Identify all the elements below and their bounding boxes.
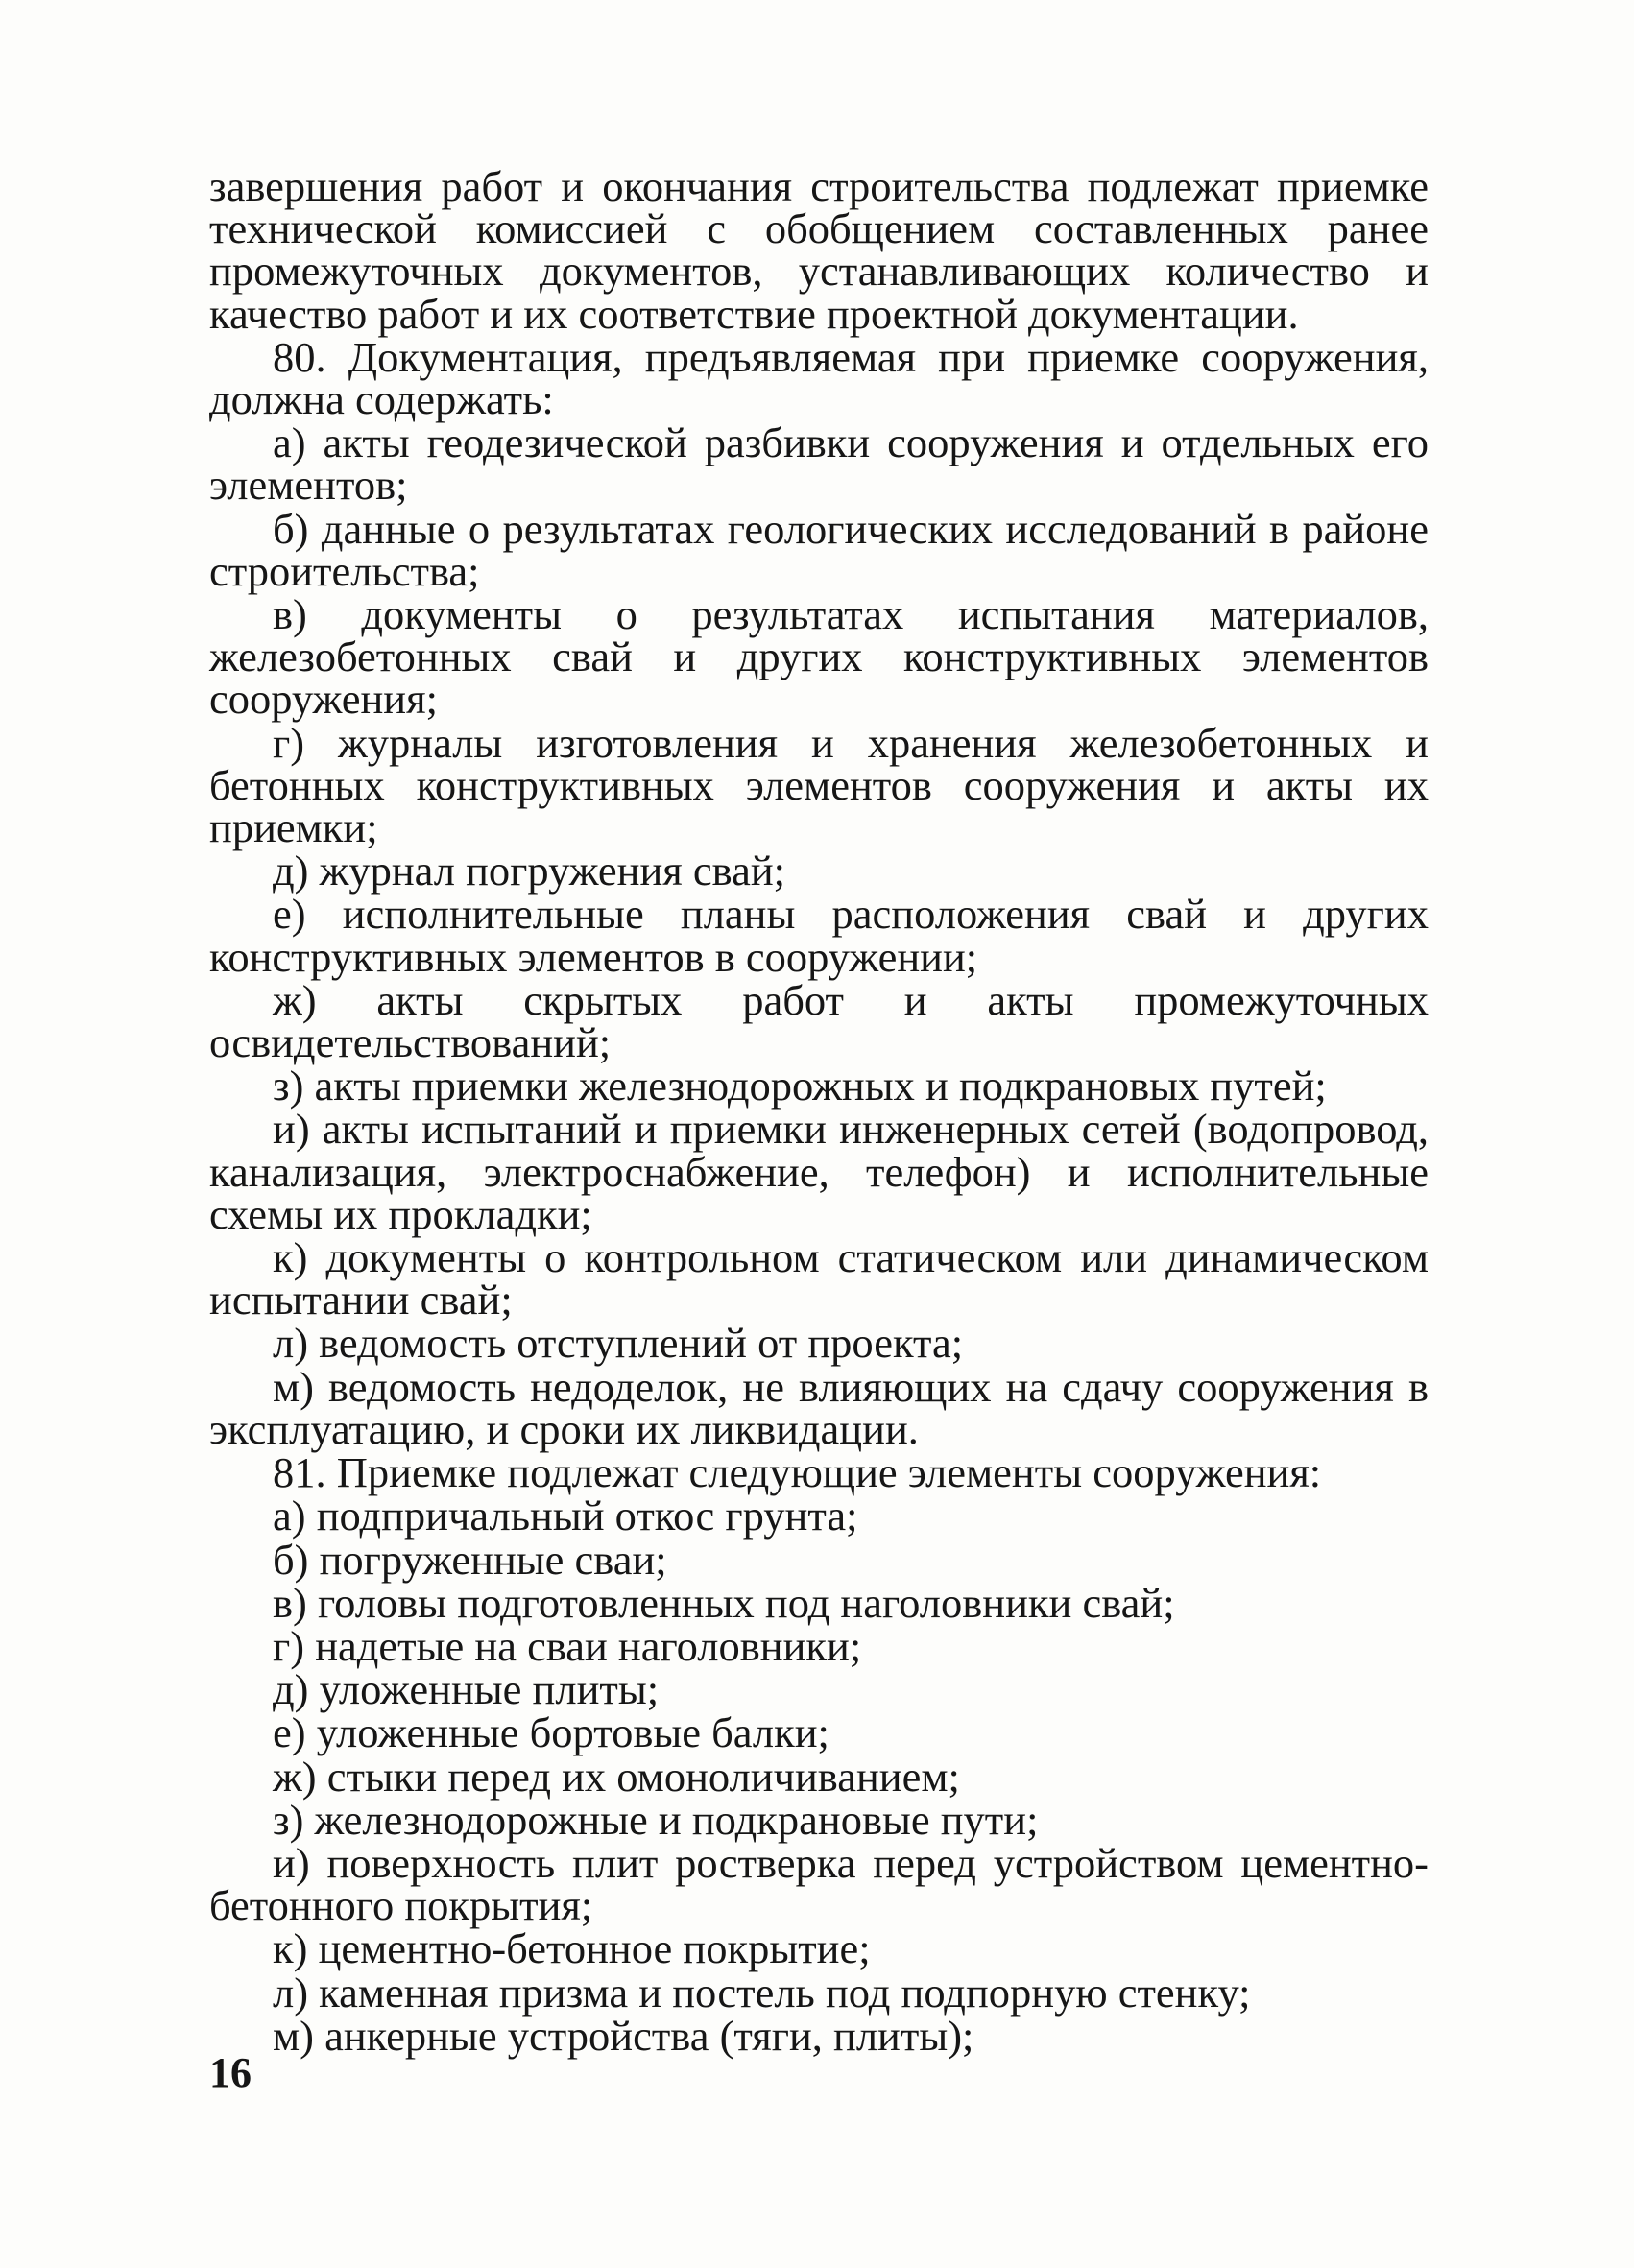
list-item: б) данные о результатах геологических исследований в районе строительства; <box>209 504 1429 595</box>
list-item: м) ведомость недоделок, не влияющих на сдачу сооружения в эксплуатацию, и сроки их ликвидации. <box>209 1362 1429 1453</box>
list-item: д) уложенные плиты; <box>273 1665 660 1714</box>
list-item: г) журналы изготовления и хранения железобетонных и бетонных конструктивных элементов сооружения и акты их приемки; <box>209 718 1429 852</box>
list-item: к) документы о контрольном статическом или динамическом испытании свай; <box>209 1233 1429 1325</box>
body-text <box>209 162 1429 2060</box>
list-item: а) акты геодезической разбивки сооружения и отдельных его элементов; <box>209 418 1429 510</box>
list-item: ж) акты скрытых работ и акты промежуточных освидетельствований; <box>209 975 1429 1067</box>
list-item: б) погруженные сваи; <box>273 1535 667 1584</box>
list-item: д) журнал погружения свай; <box>273 847 785 895</box>
section-80-heading: 80. Документация, предъявляемая при приемке сооружения, должна содержать: <box>209 332 1429 424</box>
list-item: к) цементно-бетонное покрытие; <box>273 1924 871 1973</box>
intro-paragraph: завершения работ и окончания строительства подлежат приемке технической комиссией с обобщением составленных ранее промежуточных документов, устанавливающих количество и качество работ и их соответствие проектной документации. <box>209 162 1429 338</box>
list-item: з) акты приемки железнодорожных и подкрановых путей; <box>273 1062 1327 1110</box>
list-item: а) подпричальный откос грунта; <box>273 1492 858 1540</box>
list-item: и) поверхность плит ростверка перед устройством цементно-бетонного покрытия; <box>209 1838 1429 1930</box>
list-item: з) железнодорожные и подкрановые пути; <box>273 1795 1039 1844</box>
list-item: г) надетые на сваи наголовники; <box>273 1621 862 1670</box>
list-item: ж) стыки перед их омоноличиванием; <box>273 1752 960 1801</box>
list-item: и) акты испытаний и приемки инженерных сетей (водопровод, канализация, электроснабжение, телефон) и исполнительные схемы их прокладки; <box>209 1105 1429 1238</box>
list-item: е) исполнительные планы расположения свай и других конструктивных элементов в сооружении; <box>209 890 1429 981</box>
list-item: л) каменная призма и постель под подпорную стенку; <box>273 1968 1251 2017</box>
list-item: в) документы о результатах испытания материалов, железобетонных свай и других конструктивных элементов сооружения; <box>209 590 1429 724</box>
section-81-heading: 81. Приемке подлежат следующие элементы сооружения: <box>273 1448 1322 1497</box>
list-item: л) ведомость отступлений от проекта; <box>273 1319 964 1368</box>
list-item: е) уложенные бортовые балки; <box>273 1708 829 1757</box>
page-number: 16 <box>209 2049 252 2096</box>
list-item: в) головы подготовленных под наголовники свай; <box>273 1578 1175 1627</box>
list-item: м) анкерные устройства (тяги, плиты); <box>273 2011 974 2060</box>
